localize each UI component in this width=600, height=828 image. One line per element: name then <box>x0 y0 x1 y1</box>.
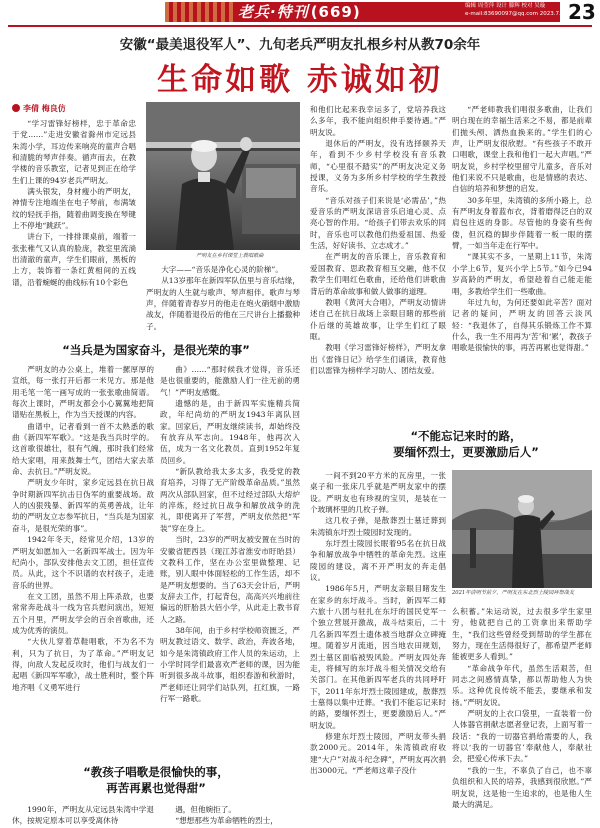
paragraph: 退休后的严明友，没有选择颐养天年，看到不少乡村学校没有音乐教师，“心里很不踏实”的严明友决定义务授课，义务为多所乡村学校的学生教授音乐。 <box>310 139 446 194</box>
paragraph: 严明友少年时，家乡定远县在抗日战争时期新四军抗击日伪军的重要战场。敌人的凶狠残暴、新四军的英勇善战，让年幼的严明友立志参军抗日，“当兵是为国家奋斗，是很光荣的事”。 <box>12 478 154 533</box>
paragraph: 当时，23岁的严明友被安置在当时的安徽省肥西县（现江苏省淮安市盱眙县）文教科工作，坚在办公室里做整理、记账，别人眼中体面轻松的工作生活，却不是严明友想要的。当了63天会计后，严明友辞去工作，打起背包，高高兴兴地前往偏远的肝胎县大佰小学，从此走上教书育人之路。 <box>160 535 300 624</box>
article-col2-retire <box>160 804 300 828</box>
paragraph: 讲台下，一排排课桌前，端着一张张稚气又认真的脸庞，教室里流淌出清澈的童声，学生们眼前，黑板的上方，装饰着一条红黄相间的五线谱，沿着蜿蜒的曲线标有10个彩色 <box>12 232 136 287</box>
paragraph: “我的一生，不辜负了自己，也不辜负组织和人民的培养，我感到很欣慰。”严明友说，这是他一生追求的，也是他人生最大的满足。 <box>452 765 592 809</box>
paragraph: 教唱《学习雷锋好榜样》，严明友拿出《雷锋日记》给学生们诵读，教育他们以雷锋为榜样学习助人、团结友爱。 <box>310 343 446 375</box>
paragraph: 这几枚子弹，是散葬烈士墓迁葬到朱湾镇东圩烈士陵园时发现的。 <box>310 516 446 537</box>
paragraph: “课其实不多，一星期上11节，朱湾小学上6节，复兴小学上5节。”如今已94岁高龄的严明友，希望趁着自己能走能唱，多教给学生们一些歌曲。 <box>452 252 592 296</box>
paragraph: 东圩烈士陵园长眠着95名在抗日战争和解放战争中牺牲的革命先烈。这座陵园的建设，离不开严明友的奔走倡议。 <box>310 539 446 583</box>
section-title: 老兵·特刊 (669) <box>238 3 361 21</box>
paragraph: “想想那些为革命牺牲的烈士， <box>175 816 278 826</box>
subhead-remember-martyrs: “不能忘记来时的路， 要缅怀烈士，更要激励后人” <box>393 429 539 459</box>
page-number: 23 <box>568 0 596 24</box>
paragraph: “学习雷锋好榜样，忠于革命忠于党……”走进安徽省滁州市定远县朱湾小学，耳边传来响亮的童声合唱和清脆的琴声伴奏。循声而去，在教学楼的音乐教室，记者见到正在给学生们上课的94岁老兵严明友。 <box>12 119 136 185</box>
paragraph: “新队教给我太多太多，我受党的教育培养，习得了无产阶级革命品质。”虽然两次从部队回家，但不过经过部队大熔炉的淬炼，经过抗日战争和解放战争的洗礼，即使离开了军营，严明友依然把“军装”穿在身上。 <box>160 467 300 533</box>
paragraph: 1942年冬天，经常见介绍，13岁的严明友如愿加入一名新四军战士。因为年纪尚小，部队安排他去文工团，担任宣传员。从此，这个不识谱的农村孩子，走进音乐的世界。 <box>12 535 154 590</box>
issue-number: (669) <box>310 3 361 21</box>
paragraph: 和他们比起来我幸运多了，党培养我这么多年，我不能向组织伸手要待遇。”严明友说。 <box>310 105 446 137</box>
photo-caption-memorial: 2021年清明节前夕，严明友在东北烈士陵园拜祭战友 <box>452 590 575 596</box>
masthead-rule <box>8 25 592 27</box>
paragraph: 一间不到20平方米的瓦房里，一张桌子和一张床几乎就是严明友家中的摆设。严明友也有珍视的宝贝，是装在一个玻璃杯里的几枚子弹。 <box>310 471 446 515</box>
byline-bullet-icon <box>12 104 20 112</box>
article-col4 <box>452 104 592 422</box>
article-col2-intro <box>146 264 300 340</box>
paragraph: 修建东圩烈士陵园，严明友带头捐款2000元。2014年，朱湾镇政府收建“大户”对战斗纪念碑”，严明友再次捐出3000元。“严老师这辈子没什 <box>310 731 446 775</box>
article-col1-soldier <box>12 364 154 762</box>
paragraph: 大字——“音乐是净化心灵的阶梯”。 <box>161 265 283 274</box>
main-headline: 生命如歌 赤诚如初 <box>157 62 443 98</box>
paragraph: 遗憾的是，由于新四军实施精兵简政，年纪尚幼的严明友1943年离队回家。回家后，严明友继续读书，却始终没有放弃从军志向。1948年，他再次入伍，成为一名文化教员。直到1952年复员回乡。 <box>160 399 300 465</box>
classroom-photo <box>146 102 300 250</box>
paragraph: 满头银发，身材瘦小的严明友，神情专注地端坐在电子琴前，布满皱纹的轻抚手指，随着曲调变换在琴键上不停地“跳跃”。 <box>12 187 136 231</box>
contact-email: e-mail:83690097@qq.com 2023.7.7 <box>465 11 565 17</box>
paragraph: 教唱《黄河大合唱》，严明友动情讲述自己在抗日战场上亲眼目睹的那些前仆后继的英雄故事，让学生们红了眼眶。 <box>310 297 446 341</box>
paragraph: 么积蓄。”朱运动说，过去很多学生家里穷，他就把自己的工资拿出来帮助学生，“我们这些曾经受到帮助的学生都在努力，现在生活得很好了，都希望严老师能被更多人看到。” <box>452 607 592 662</box>
paragraph: 1986年5月，严明友亲眼目睹发生在家乡的东圩战斗。当时，新四军二师六旅十八团与驻扎在东圩的国民党军一个独立营展开激战，战斗结束后，二十几名新四军烈士遗体被当地群众立碑掩埋。随着岁月流逝，因当地农田规划，烈士墓区面临被毁风险。严明友四处奔走，将倾写的东圩战斗相关情况交给有关部门。在其他新四军老兵的共同呼吁下，2011年东圩烈士陵园建成，散葬烈士墓得以集中迁葬。“我们不能忘记来时的路，要缅怀烈士，更要激励后人。”严明友说。 <box>310 584 446 730</box>
photo-caption-classroom: 严明友在乡村课堂上教唱歌曲 <box>196 253 264 259</box>
article-col4-legacy <box>452 606 592 828</box>
subhead-teaching-joy: “教孩子唱歌是很愉快的事， 再苦再累也觉得甜” <box>83 765 229 795</box>
paragraph: 严明友的办公桌上，堆着一摞厚厚的宣纸，每一张打开后都一米见方。那是他用毛笔一笔一画写成的一张张歌曲简谱。每次上课时，严明友都会小心翼翼地把简谱贴在黑板上，作为当天授课的内容。 <box>12 365 154 420</box>
paragraph: 1990年，严明友从定远县朱湾中学退休，按规定原本可以享受离休待 <box>12 805 154 826</box>
article-col3 <box>310 104 446 422</box>
subhead-soldier-honor: “当兵是为国家奋斗，是很光荣的事” <box>62 343 250 357</box>
byline: 李倩 梅良仿 <box>12 103 66 114</box>
paragraph: “革命战争年代，虽然生活艰苦，但同志之间感情真挚，都以帮助他人为快乐。这种优良传统不能丢，要继承和发扬。”严明友说。 <box>452 663 592 707</box>
paragraph: “严老师教我们唱很多歌曲，让我们明白现在的幸福生活来之不易，都是前辈们抛头颅、洒热血换来的。”学生们的心声，让严明友很欣慰。“有些孩子不敢开口唱歌，课堂上我和他们一起大声唱。”严明友说，乡村学校里留守儿童多，音乐对他们来说不只是歌曲，也是情感的表达、自信的培养和梦想的启发。 <box>452 105 592 194</box>
masthead-ornament <box>165 2 235 22</box>
paragraph: 在文工团，虽然不用上阵杀敌，也要常常奔赴战斗一线为官兵慰问演出，短短五个月里，严明友学会的百余首歌曲，还成为优秀的演员。 <box>12 591 154 635</box>
article-col1-intro <box>12 118 136 340</box>
editor-credits: 编辑 周莹萍 设计 滕辉 校对 吴璇 <box>465 3 546 9</box>
paragraph: “音乐对孩子们来说是‘必需品’，”热爱音乐的严明友深谙音乐启迪心灵、点亮心智的作用。“给孩子们带去欢乐的同时，音乐也可以教他们热爱祖国、热爱生活，好好读书、立志成才。” <box>310 195 446 251</box>
paragraph: 从13岁那年在新四军队伍里与音乐结缘，严明友的人生就与歌声、琴声相伴。歌声与琴声，伴随着青春岁月的他走在炮火硝烟中激励战友，伴随着退役后的他在三尺讲台上播撒种子。 <box>146 276 300 331</box>
paragraph: 遇，但他婉拒了。 <box>175 805 236 814</box>
paragraph: 30多年里，朱湾镇的多所小路上，总有严明友身着蓝布衣，背着磨得泛白的双肩包往返的身影。尽管他的身姿有些佝偻，但沉稳的脚步伴随着一板一眼的摆臂，一如当年走在行军中。 <box>452 195 592 251</box>
paragraph: 在严明友的音乐课上，音乐教育和爱国教育、思政教育相互交融，他不仅教学生们唱红色歌曲，还给他们讲歌曲背后的革命故事和做人做事的道理。 <box>310 252 446 296</box>
paragraph: “大伙儿穿着草鞋唱歌，不为名不为利，只为了抗日，为了革命。”严明友记得，向敌人发起反攻时，他们与战友们一起唱《新四军军歌》，战士胜利时，整个阵地齐唱《义勇军进行 <box>12 637 154 692</box>
masthead <box>0 0 600 26</box>
kicker-headline: 安徽“最美退役军人”、九旬老兵严明友扎根乡村从教70余年 <box>119 37 481 53</box>
memorial-photo <box>452 470 592 588</box>
paragraph: 38年间，由于乡村学校师资匮乏，严明友教过语文、数学、政治，奔波各地，如今是朱湾镇政府工作人员的朱运动，上小学时同学们最喜欢严老师的课，因为能听到很多战斗故事，组织春游和秋游时，严老师还让同学们站队列，扛红旗，一路行军一路歌。 <box>160 625 300 703</box>
article-col2-soldier <box>160 364 300 762</box>
paragraph: 曲谱中，记者看到一首不太熟悉的歌曲《新四军军歌》。“这是我当兵时学的。这首歌很雄壮，很有气魄，那时我们经常给大家唱，用来鼓舞士气，团结大家去革命、去抗日。”严明友说。 <box>12 421 154 477</box>
article-col3-martyrs <box>310 470 446 828</box>
paragraph: 年过九旬，为何还要如此辛苦？面对记者的疑问，严明友的回答云淡风轻：“我退休了，自得其乐锻炼工作不算什么，我一生不用再为‘苦’和‘累’，教孩子唱歌是很愉快的事，再苦再累也觉得甜。” <box>452 297 592 353</box>
paragraph: 严明友的上衣口袋里，一直装着一份人体器官捐献志愿者登记表，上面写着一段话：“我的一切器官捐给需要的人，我将以‘我的一切器官’奉献他人，奉献社会，把爱心传承下去。” <box>452 709 592 764</box>
article-col1-retire <box>12 804 154 828</box>
paragraph: 曲》……“那时候我才觉得，音乐还是也很重要的，能激励人们一往无前的勇气！”严明友感慨。 <box>160 365 300 397</box>
